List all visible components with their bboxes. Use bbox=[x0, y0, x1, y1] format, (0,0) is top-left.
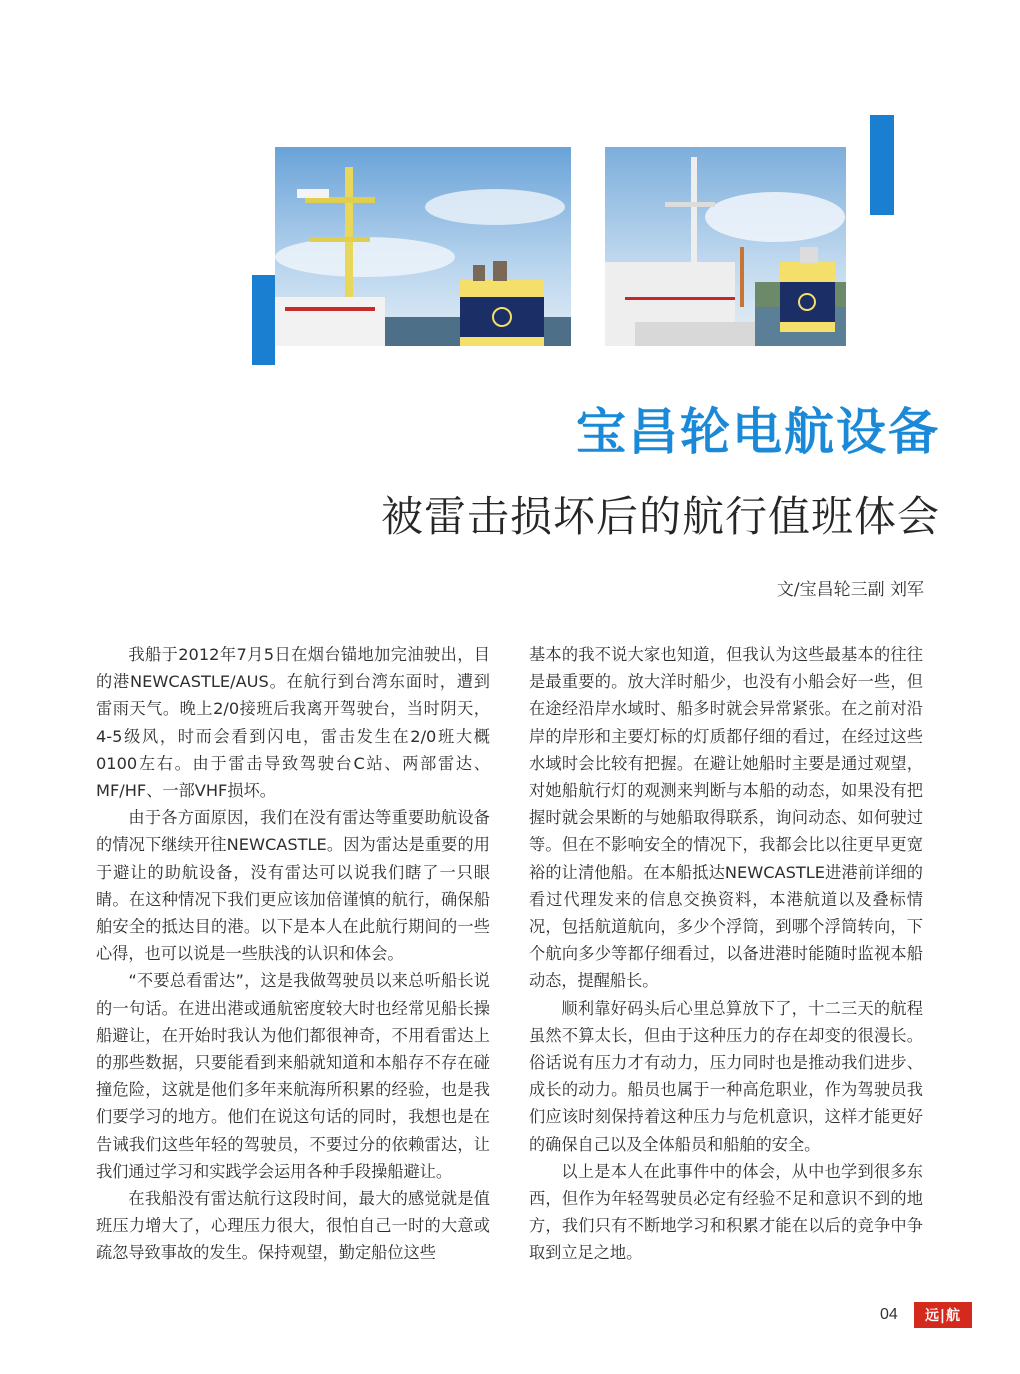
article-column-left bbox=[96, 641, 490, 1267]
paragraph: 我船于2012年7月5日在烟台锚地加完油驶出，目的港NEWCASTLE/AUS。在航行到台湾东面时，遭到雷雨天气。晚上2/0接班后我离开驾驶台，当时阴天，4-5级风，时而会看到闪电，雷击发生在2/0班大概0100左右。由于雷击导致驾驶台C站、两部雷达、MF/HF、一部VHF损坏。 bbox=[96, 645, 490, 801]
ship-mast-photo-left bbox=[275, 147, 571, 346]
article-column-right bbox=[529, 641, 923, 1267]
ship-mast-photo-right bbox=[605, 147, 846, 346]
page-number: 04 bbox=[880, 1306, 898, 1323]
article-title: 宝昌轮电航设备 bbox=[576, 403, 940, 461]
paragraph: 以上是本人在此事件中的体会，从中也学到很多东西，但作为年轻驾驶员必定有经验不足和意识不到的地方，我们只有不断地学习和积累才能在以后的竞争中争取到立足之地。 bbox=[529, 1161, 923, 1263]
paragraph: “不要总看雷达”，这是我做驾驶员以来总听船长说的一句话。在进出港或通航密度较大时也经常见船长操船避让，在开始时我认为他们都很神奇，不用看雷达上的那些数据，只要能看到来船就知道和本船存不存在碰撞危险，这就是他们多年来航海所积累的经验，也是我们要学习的地方。他们在说这句话的同时，我想也是在告诫我们这些年轻的驾驶员，不要过分的依赖雷达，让我们通过学习和实践学会运用各种手段操船避让。 bbox=[96, 971, 490, 1181]
paragraph: 顺利靠好码头后心里总算放下了，十二三天的航程虽然不算太长，但由于这种压力的存在却变的很漫长。俗话说有压力才有动力，压力同时也是推动我们进步、成长的动力。船员也属于一种高危职业，作为驾驶员我们应该时刻保持着这种压力与危机意识，这样才能更好的确保自己以及全体船员和船舶的安全。 bbox=[529, 998, 923, 1154]
article-subtitle: 被雷击损坏后的航行值班体会 bbox=[380, 492, 940, 541]
paragraph: 由于各方面原因，我们在没有雷达等重要助航设备的情况下继续开往NEWCASTLE。因为雷达是重要的用于避让的助航设备，没有雷达可以说我们瞎了一只眼睛。在这种情况下我们更应该加倍谨慎的航行，确保船舶安全的抵达目的港。以下是本人在此航行期间的一些心得，也可以说是一些肤浅的认识和体会。 bbox=[96, 808, 490, 964]
accent-block-top-right-bar bbox=[870, 115, 894, 139]
paragraph: 基本的我不说大家也知道，但我认为这些最基本的往往是最重要的。放大洋时船少，也没有小船会好一些，但在途经沿岸水域时、船多时就会异常紧张。在之前对沿岸的岸形和主要灯标的灯质都仔细的看过，在经过这些水域时会比较有把握。在避让她船时主要是通过观望，对她船航行灯的观测来判断与本船的动态，如果没有把握时就会果断的与她船取得联系，询问动态、如何驶过等。但在不影响安全的情况下，我都会比以往更早更宽裕的让清他船。在本船抵达NEWCASTLE进港前详细的看过代理发来的信息交换资料，本港航道以及叠标情况，包括航道航向，多少个浮筒，到哪个浮筒转向，下个航向多少等都仔细看过，以备进港时能随时监视本船动态，提醒船长。 bbox=[529, 645, 923, 991]
accent-block-bottom-left-bar bbox=[252, 343, 275, 365]
magazine-logo: 远|航 bbox=[914, 1302, 972, 1328]
article-byline: 文/宝昌轮三副 刘军 bbox=[776, 580, 924, 600]
paragraph: 在我船没有雷达航行这段时间，最大的感觉就是值班压力增大了，心理压力很大，很怕自己一时的大意或疏忽导致事故的发生。保持观望，勤定船位这些 bbox=[96, 1189, 490, 1263]
